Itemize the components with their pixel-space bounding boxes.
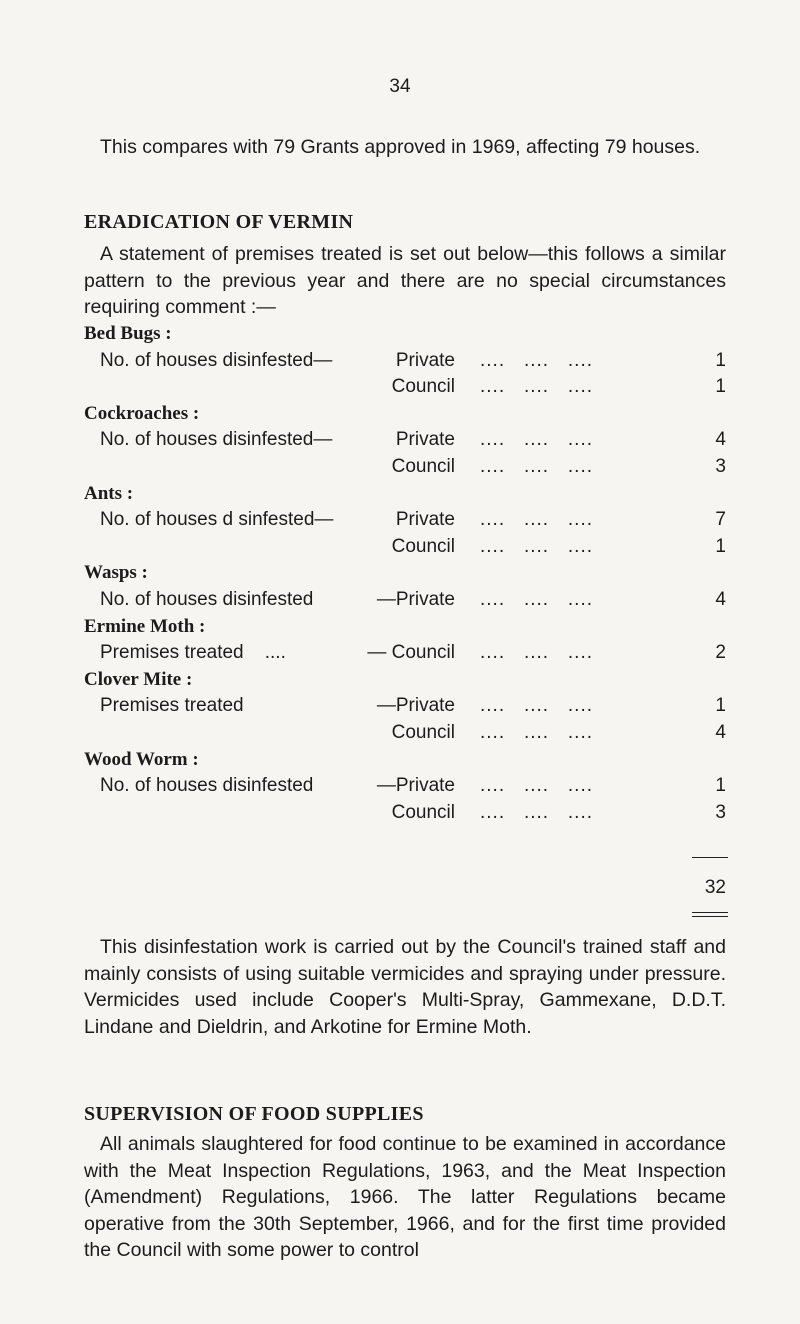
row-type: —Private bbox=[376, 695, 455, 717]
page-number: 34 bbox=[389, 76, 411, 97]
table-row bbox=[0, 376, 800, 402]
food-heading: SUPERVISION OF FOOD SUPPLIES bbox=[84, 1103, 424, 1125]
row-value: 1 bbox=[715, 775, 726, 797]
row-value: 1 bbox=[715, 349, 726, 371]
category-label: Ermine Moth : bbox=[84, 615, 206, 637]
row-leader-dots: .... .... .... bbox=[480, 801, 594, 823]
row-type: Council bbox=[391, 376, 455, 398]
row-leader-dots: .... .... .... bbox=[480, 349, 594, 371]
row-type: Council bbox=[391, 801, 455, 823]
row-leader-dots: .... .... .... bbox=[480, 775, 594, 797]
table-row bbox=[0, 589, 800, 615]
table-row bbox=[0, 429, 800, 455]
row-value: 4 bbox=[715, 722, 726, 743]
row-leader-dots: .... .... .... bbox=[480, 695, 594, 717]
row-description: Premises treated .... bbox=[100, 642, 286, 664]
row-description: No. of houses d sinfested— bbox=[100, 509, 334, 531]
row-value: 2 bbox=[715, 642, 726, 664]
table-row bbox=[0, 695, 800, 721]
row-value: 1 bbox=[715, 695, 726, 717]
category-label: Wasps : bbox=[84, 562, 148, 584]
category-label: Clover Mite : bbox=[84, 668, 193, 690]
row-value: 7 bbox=[715, 509, 726, 531]
table-row bbox=[0, 722, 800, 748]
row-leader-dots: .... .... .... bbox=[480, 589, 594, 610]
total-rule bbox=[692, 857, 728, 858]
row-value: 3 bbox=[715, 456, 726, 477]
row-value: 1 bbox=[715, 535, 726, 557]
vermin-total: 32 bbox=[704, 877, 726, 898]
row-value: 4 bbox=[715, 589, 726, 610]
vermin-intro-paragraph: A statement of premises treated is set out below—this follows a similar pattern to the previous year and there are no special circumstances requiring comment :— bbox=[84, 243, 726, 318]
row-type: Council bbox=[391, 722, 455, 743]
row-type: Private bbox=[395, 509, 455, 531]
row-type: Private bbox=[395, 429, 455, 451]
row-type: —Private bbox=[376, 775, 455, 797]
table-row bbox=[0, 350, 800, 376]
row-leader-dots: .... .... .... bbox=[480, 429, 594, 451]
row-value: 1 bbox=[715, 376, 726, 398]
row-description: No. of houses disinfested— bbox=[100, 349, 333, 371]
row-description: No. of houses disinfested bbox=[100, 589, 314, 610]
table-row bbox=[0, 509, 800, 535]
category-label: Cockroaches : bbox=[84, 402, 200, 424]
row-description: No. of houses disinfested bbox=[100, 775, 314, 797]
row-value: 3 bbox=[715, 801, 726, 823]
row-leader-dots: .... .... .... bbox=[480, 535, 594, 557]
table-row bbox=[0, 536, 800, 562]
row-description: Premises treated bbox=[100, 695, 244, 717]
food-paragraph: All animals slaughtered for food continue to be examined in accordance with the Meat Inspection Regulations, 1963, and the Meat Inspection (Amendment) Regulations, 1966. The latter Regulations became operative from the 30th September, 1966, and for the first time provided the Council with some power to control bbox=[84, 1133, 726, 1261]
row-type: — Council bbox=[367, 642, 455, 664]
intro-paragraph: This compares with 79 Grants approved in 1969, affecting 79 houses. bbox=[100, 136, 701, 158]
category-label: Wood Worm : bbox=[84, 748, 199, 770]
table-row bbox=[0, 775, 800, 801]
row-leader-dots: .... .... .... bbox=[480, 456, 594, 477]
row-type: Private bbox=[395, 349, 455, 371]
row-type: —Private bbox=[376, 589, 455, 610]
row-description: No. of houses disinfested— bbox=[100, 429, 333, 451]
vermin-closing-paragraph: This disinfestation work is carried out by the Council's trained staff and mainly consists of using suitable vermicides and spraying under pressure. Vermicides used include Cooper's Multi-Spray, Gammexane, D.D.T. Lindane and Dieldrin, and Arkotine for Ermine Moth. bbox=[84, 936, 726, 1038]
row-leader-dots: .... .... .... bbox=[480, 642, 594, 664]
row-leader-dots: .... .... .... bbox=[480, 509, 594, 531]
total-double-rule bbox=[692, 912, 728, 917]
table-row bbox=[0, 802, 800, 828]
row-leader-dots: .... .... .... bbox=[480, 376, 594, 398]
row-type: Council bbox=[391, 535, 455, 557]
category-label: Ants : bbox=[84, 482, 134, 504]
table-row bbox=[0, 642, 800, 668]
category-label: Bed Bugs : bbox=[84, 323, 172, 344]
table-row bbox=[0, 456, 800, 482]
row-type: Council bbox=[391, 456, 455, 477]
row-leader-dots: .... .... .... bbox=[480, 722, 594, 743]
row-value: 4 bbox=[715, 429, 726, 451]
vermin-heading: ERADICATION OF VERMIN bbox=[84, 211, 354, 233]
